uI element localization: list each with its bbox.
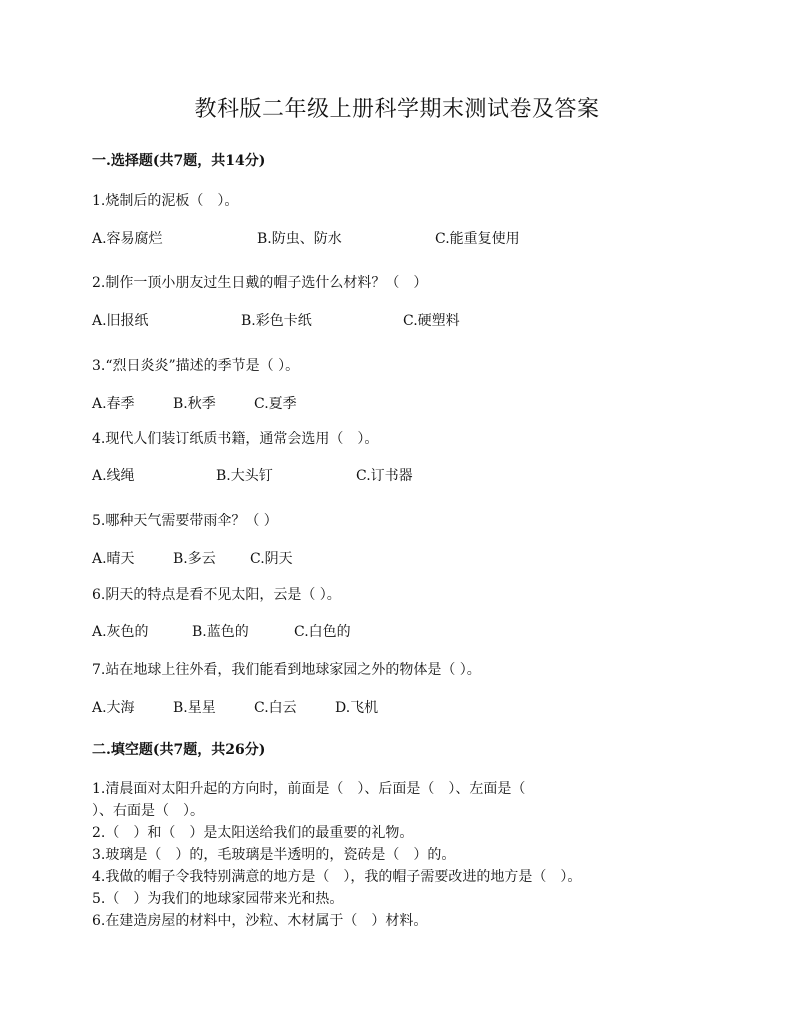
option: C.订书器 <box>356 468 413 484</box>
option: C.阴天 <box>250 551 293 567</box>
option: B.彩色卡纸 <box>241 313 312 329</box>
option-row <box>92 621 712 641</box>
question-text: 2.制作一顶小朋友过生日戴的帽子选什么材料？（ ） <box>92 275 428 291</box>
option: A.大海 <box>92 700 135 716</box>
option-row <box>92 465 712 485</box>
section-heading-choice: 一.选择题(共7题，共14分) <box>92 153 266 169</box>
option-row <box>92 548 712 568</box>
option: B.防虫、防水 <box>257 231 342 247</box>
option: C.能重复使用 <box>435 231 520 247</box>
section-heading-fill: 二.填空题(共7题，共26分) <box>92 742 266 758</box>
question-text: 7.站在地球上往外看，我们能看到地球家园之外的物体是（ ）。 <box>92 662 481 678</box>
option: A.灰色的 <box>92 624 149 640</box>
option: A.旧报纸 <box>92 313 149 329</box>
fill-line: ）、右面是（ ）。 <box>92 803 204 819</box>
option: A.晴天 <box>92 551 135 567</box>
question-text: 5.哪种天气需要带雨伞？（ ） <box>92 513 278 529</box>
option-row <box>92 393 712 413</box>
option: C.白云 <box>254 700 297 716</box>
fill-line: 6.在建造房屋的材料中，沙粒、木材属于（ ）材料。 <box>92 913 428 929</box>
question-text: 1.烧制后的泥板（ ）。 <box>92 193 239 209</box>
option: C.白色的 <box>294 624 351 640</box>
option: B.秋季 <box>173 396 216 412</box>
option: B.多云 <box>173 551 216 567</box>
question-text: 6.阴天的特点是看不见太阳，云是（ ）。 <box>92 587 341 603</box>
option: C.硬塑料 <box>403 313 460 329</box>
option: A.春季 <box>92 396 135 412</box>
option: B.大头钉 <box>216 468 273 484</box>
option: B.蓝色的 <box>192 624 249 640</box>
option: A.线绳 <box>92 468 135 484</box>
option: B.星星 <box>173 700 216 716</box>
question-text: 4.现代人们装订纸质书籍，通常会选用（ ）。 <box>92 431 379 447</box>
page-title: 教科版二年级上册科学期末测试卷及答案 <box>194 97 600 122</box>
fill-line: 4.我做的帽子令我特别满意的地方是（ ），我的帽子需要改进的地方是（ ）。 <box>92 869 582 885</box>
option-row <box>92 310 712 330</box>
fill-line: 2.（ ）和（ ）是太阳送给我们的最重要的礼物。 <box>92 825 414 841</box>
option: A.容易腐烂 <box>92 231 163 247</box>
fill-line: 5.（ ）为我们的地球家园带来光和热。 <box>92 891 344 907</box>
fill-line: 3.玻璃是（ ）的，毛玻璃是半透明的，瓷砖是（ ）的。 <box>92 847 456 863</box>
option-row <box>92 697 712 717</box>
option: D.飞机 <box>335 700 379 716</box>
option-row <box>92 228 712 248</box>
question-text: 3.“烈日炎炎”描述的季节是（ ）。 <box>92 358 300 374</box>
option: C.夏季 <box>254 396 297 412</box>
fill-line: 1.清晨面对太阳升起的方向时，前面是（ ）、后面是（ ）、左面是（ <box>92 781 526 797</box>
